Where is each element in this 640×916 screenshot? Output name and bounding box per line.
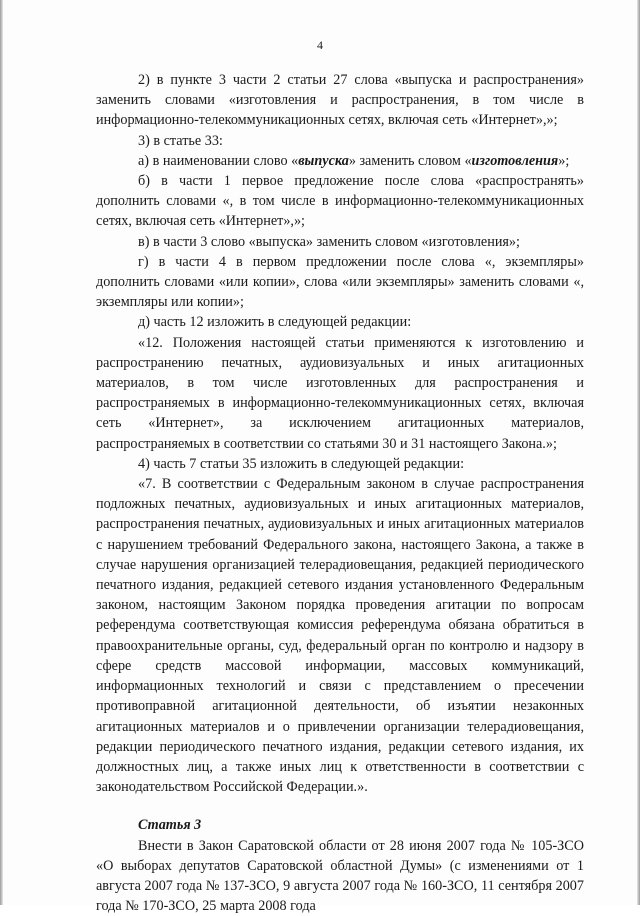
- article-3-heading: Статья 3: [138, 817, 202, 834]
- paragraph-subitem-d: д) часть 12 изложить в следующей редакции:: [138, 314, 412, 331]
- paragraph-quote-7: «7. В соответствии с Федеральным законом в случае распространения подложных печатных, аудиовизуальных и иных агитационных материалов, распространения печатных, аудиовизуальных и иных агитационных материалов с нарушением требований Федерального закона, настоящего Закона, а также в случае нарушения организацией телерадиовещания, редакцией периодического печатного издания, редакцией сетевого издания установленного Федеральным законом, настоящим Законом порядка проведения агитации по вопросам референдума соответствующая комиссия референдума обязана обратиться в правоохранительные органы, суд, федеральный орган по контролю и надзору в сфере средств массовой информации, массовых коммуникаций, информационных технологий и связи с представлением о пресечении противоправной агитационной деятельности, об изъятии незаконных агитационных материалов и о привлечении организации телерадиовещания, редакции периодического печатного издания, редакции сетевого издания, их должностных лиц, а также иных лиц к ответственности в соответствии с законодательством Российской Федерации.».: [96, 476, 584, 796]
- paragraph-item-4: 4) часть 7 статьи 35 изложить в следующей редакции:: [138, 455, 465, 472]
- page-number: 4: [317, 38, 323, 52]
- document-body: [96, 70, 584, 916]
- paragraph-item-2: 2) в пункте 3 части 2 статьи 27 слова «выпуска и распространения» заменить словами «изготовления и распространения, в том числе в информационно-телекоммуникационных сетях, включая сеть «Интернет»,»;: [96, 72, 584, 129]
- subitem-a-text-2: » заменить словом «: [348, 152, 472, 169]
- paragraph-subitem-g: г) в части 4 в первом предложении после слова «, экземпляры» дополнить словами «или копии», слова «или экземпляры» заменить словами «, экземпляры или копии»;: [96, 253, 584, 311]
- paragraph-item-3: 3) в статье 33:: [138, 132, 223, 149]
- subitem-a-word-old: выпуска: [298, 152, 349, 169]
- scan-edge-left: [0, 0, 3, 905]
- paragraph-subitem-b: б) в части 1 первое предложение после слова «распространять» дополнить словами «, в том числе в информационно-телекоммуникационных сетях, включая сеть «Интернет»,»;: [96, 173, 584, 230]
- paragraph-subitem-a: [96, 151, 584, 171]
- paragraph-quote-12: «12. Положения настоящей статьи применяются к изготовлению и распространению печатных, аудиовизуальных и иных агитационных материалов, в том числе изготовленных для распространения и распространяемых в информационно-телекоммуникационных сетях, включая сеть «Интернет», за исключением агитационных материалов, распространяемых в соответствии со статьями 30 и 31 настоящего Закона.»;: [96, 334, 584, 452]
- subitem-a-text-3: »;: [558, 152, 570, 169]
- subitem-a-word-new: изготовления: [471, 152, 559, 169]
- subitem-a-text-1: а) в наименовании слово «: [138, 152, 299, 169]
- article-3-text: Внести в Закон Саратовской области от 28 июня 2007 года № 105-ЗСО «О выборах депутатов Саратовской областной Думы» (с изменениями от 1 августа 2007 года № 137-ЗСО, 9 августа 2007 года № 160-ЗСО, 11 сентября 2007 года № 170-ЗСО, 25 марта 2008 года: [96, 837, 584, 915]
- paragraph-subitem-v: в) в части 3 слово «выпуска» заменить словом «изготовления»;: [138, 233, 520, 250]
